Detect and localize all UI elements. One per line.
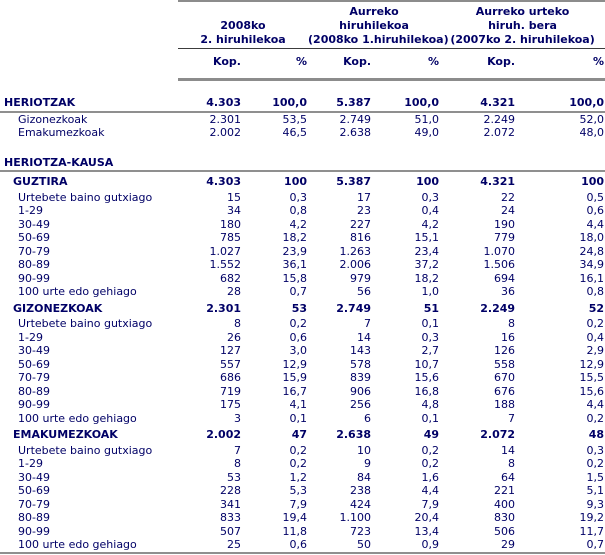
table-cell: 5,1 bbox=[586, 484, 605, 497]
table-row bbox=[0, 126, 605, 140]
table-row bbox=[0, 218, 605, 232]
table-cell: 723 bbox=[350, 524, 372, 538]
table-cell: 34,9 bbox=[579, 258, 605, 271]
column-group-label-line: Aurreko bbox=[349, 5, 399, 18]
table-cell: 0,3 bbox=[586, 443, 605, 457]
subheader-pct-1: % bbox=[242, 49, 308, 80]
table-row bbox=[0, 299, 605, 318]
column-group-label-line: hiruh. bera bbox=[488, 19, 557, 32]
table-cell: 26 bbox=[227, 330, 241, 344]
spacer-row bbox=[0, 140, 605, 154]
row-label: HERIOTZAK bbox=[0, 94, 178, 112]
table-cell: 5,3 bbox=[289, 484, 308, 497]
table-cell: 46,5 bbox=[282, 126, 308, 139]
table-cell: 28 bbox=[227, 285, 241, 298]
column-group-previous-year bbox=[440, 1, 605, 49]
row-label: 1-29 bbox=[18, 457, 43, 470]
table-cell: 127 bbox=[220, 344, 241, 357]
table-row bbox=[0, 385, 605, 399]
table-cell: 53,5 bbox=[282, 112, 308, 126]
table-cell: 227 bbox=[350, 217, 372, 231]
row-label: 70-79 bbox=[18, 371, 50, 384]
table-cell: 0,8 bbox=[289, 204, 308, 217]
table-row bbox=[0, 112, 605, 127]
table-cell: 14 bbox=[501, 443, 516, 457]
table-cell: 48 bbox=[588, 428, 605, 441]
row-label: Gizonezkoak bbox=[18, 112, 88, 126]
table-cell: 8 bbox=[508, 457, 516, 470]
table-cell: 1,6 bbox=[421, 470, 440, 484]
table-cell: 36 bbox=[501, 285, 516, 298]
table-cell: 2.301 bbox=[206, 301, 241, 315]
row-label: 80-89 bbox=[18, 511, 50, 524]
table-cell: 143 bbox=[350, 344, 372, 357]
table-cell: 4,4 bbox=[421, 484, 440, 497]
row-label: 70-79 bbox=[18, 497, 50, 511]
corner-cell bbox=[0, 49, 178, 80]
subheader-pct-3: % bbox=[516, 49, 605, 80]
table-cell: 4.321 bbox=[480, 175, 516, 188]
table-cell bbox=[440, 154, 516, 172]
table-cell: 0,2 bbox=[586, 317, 605, 330]
table-cell: 228 bbox=[220, 484, 241, 497]
row-label: 1-29 bbox=[18, 204, 43, 217]
table-row bbox=[0, 258, 605, 272]
table-cell: 0,1 bbox=[421, 317, 440, 330]
row-label: 90-99 bbox=[18, 398, 50, 411]
table-cell: 16,7 bbox=[282, 384, 308, 398]
table-cell: 0,3 bbox=[421, 190, 440, 204]
table-cell: 49,0 bbox=[414, 126, 440, 139]
table-header bbox=[0, 1, 605, 79]
table-cell: 0,2 bbox=[586, 457, 605, 470]
table-cell: 49 bbox=[423, 428, 440, 441]
table-row bbox=[0, 371, 605, 385]
table-cell: 6 bbox=[364, 411, 372, 425]
table-cell: 719 bbox=[220, 384, 241, 398]
table-cell: 2.638 bbox=[336, 428, 372, 441]
table-cell: 3,0 bbox=[289, 344, 308, 357]
row-label: Urtebete baino gutxiago bbox=[18, 190, 153, 204]
table-cell: 4.321 bbox=[440, 94, 516, 112]
table-cell: 1.263 bbox=[339, 244, 372, 258]
row-label: GUZTIRA bbox=[13, 175, 68, 188]
table-cell: 16,1 bbox=[579, 271, 605, 285]
table-cell: 10 bbox=[357, 443, 372, 457]
table-cell: 48,0 bbox=[579, 126, 605, 139]
table-cell: 4.303 bbox=[206, 175, 241, 188]
table-row bbox=[0, 412, 605, 426]
table-cell: 4,8 bbox=[421, 398, 440, 411]
table-cell: 13,4 bbox=[414, 524, 440, 538]
table-cell: 22 bbox=[501, 190, 516, 204]
table-cell: 256 bbox=[350, 398, 372, 411]
column-group-2008-q2 bbox=[178, 1, 308, 49]
table-cell: 7 bbox=[234, 443, 241, 457]
table-cell: 0,5 bbox=[586, 190, 605, 204]
table-cell: 100 bbox=[416, 175, 440, 188]
table-cell: 18,0 bbox=[579, 231, 605, 244]
table-cell: 1,2 bbox=[289, 470, 308, 484]
table-cell: 2.002 bbox=[206, 428, 241, 441]
table-cell: 10,7 bbox=[414, 357, 440, 371]
table-cell: 53 bbox=[291, 301, 308, 315]
table-cell: 676 bbox=[494, 384, 516, 398]
table-cell: 188 bbox=[494, 398, 516, 411]
table-cell: 5.387 bbox=[308, 94, 372, 112]
subheader-kop-3: Kop. bbox=[440, 49, 516, 80]
table-cell: 24 bbox=[501, 204, 516, 217]
table-row bbox=[0, 457, 605, 471]
table-cell: 0,1 bbox=[421, 411, 440, 425]
table-cell: 7,9 bbox=[421, 497, 440, 511]
row-label: Urtebete baino gutxiago bbox=[18, 443, 153, 457]
table-row bbox=[0, 245, 605, 259]
table-cell: 578 bbox=[350, 357, 372, 371]
table-row bbox=[0, 398, 605, 412]
row-label: HERIOTZA-KAUSA bbox=[0, 154, 178, 172]
table-row bbox=[0, 425, 605, 444]
table-cell: 2.072 bbox=[483, 126, 516, 139]
table-cell: 779 bbox=[494, 231, 516, 244]
table-cell: 20,4 bbox=[414, 511, 440, 524]
table-cell bbox=[516, 154, 605, 172]
table-cell: 506 bbox=[494, 524, 516, 538]
row-label: 30-49 bbox=[18, 470, 50, 484]
table-row bbox=[0, 317, 605, 331]
table-cell: 11,8 bbox=[282, 524, 308, 538]
table-cell: 1.506 bbox=[483, 258, 516, 271]
table-cell: 0,6 bbox=[586, 204, 605, 217]
row-label: GIZONEZKOAK bbox=[13, 301, 103, 315]
table-cell: 14 bbox=[357, 330, 372, 344]
table-cell: 100,0 bbox=[242, 94, 308, 112]
table-cell: 7 bbox=[508, 411, 516, 425]
table-cell: 0,3 bbox=[289, 190, 308, 204]
table-cell: 2.006 bbox=[339, 258, 372, 271]
table-cell: 2.249 bbox=[483, 112, 516, 126]
table-cell: 2.002 bbox=[209, 126, 241, 139]
table-row bbox=[0, 331, 605, 345]
table-cell: 4.303 bbox=[178, 94, 242, 112]
table-cell: 0,4 bbox=[586, 330, 605, 344]
table-cell: 100,0 bbox=[372, 94, 440, 112]
table-cell: 19,2 bbox=[579, 511, 605, 524]
row-label: 100 urte edo gehiago bbox=[0, 538, 178, 553]
table-row bbox=[0, 191, 605, 205]
table-cell: 24,8 bbox=[579, 244, 605, 258]
subheader-pct-2: % bbox=[372, 49, 440, 80]
row-label: 1-29 bbox=[18, 330, 43, 344]
table-cell: 0,6 bbox=[289, 330, 308, 344]
spacer-cell bbox=[0, 79, 605, 94]
row-label: 50-69 bbox=[18, 357, 50, 371]
table-cell: 8 bbox=[234, 457, 241, 470]
table-cell: 1,5 bbox=[586, 470, 605, 484]
column-group-label-line: (2007ko 2. hiruhilekoa) bbox=[450, 33, 595, 46]
table-cell: 47 bbox=[291, 428, 308, 441]
table-cell: 4,2 bbox=[289, 217, 308, 231]
table-cell: 84 bbox=[357, 470, 372, 484]
table-cell: 2,7 bbox=[421, 344, 440, 357]
row-label: 50-69 bbox=[18, 484, 50, 497]
table-cell: 12,9 bbox=[282, 357, 308, 371]
table-row bbox=[0, 358, 605, 372]
table-cell: 1.070 bbox=[483, 244, 516, 258]
table-cell: 2,9 bbox=[586, 344, 605, 357]
table-cell: 175 bbox=[220, 398, 241, 411]
table-cell: 0,2 bbox=[421, 443, 440, 457]
table-cell: 7,9 bbox=[289, 497, 308, 511]
table-cell: 16 bbox=[501, 330, 516, 344]
column-group-previous-quarter bbox=[308, 1, 449, 49]
header-group-row bbox=[0, 1, 605, 49]
table-cell: 4,4 bbox=[586, 398, 605, 411]
table-cell: 126 bbox=[494, 344, 516, 357]
table-row bbox=[0, 444, 605, 458]
table-cell: 1.552 bbox=[209, 258, 241, 271]
table-cell: 56 bbox=[357, 285, 372, 298]
spacer-row bbox=[0, 79, 605, 94]
table-row bbox=[0, 471, 605, 485]
table-cell: 0,2 bbox=[421, 457, 440, 470]
row-label: 100 urte edo gehiago bbox=[18, 411, 137, 425]
table-cell: 2.301 bbox=[209, 112, 241, 126]
table-row bbox=[0, 484, 605, 498]
table-cell: 0,1 bbox=[289, 411, 308, 425]
row-label: Emakumezkoak bbox=[18, 126, 105, 139]
table-cell: 5.387 bbox=[336, 175, 372, 188]
table-row bbox=[0, 538, 605, 553]
table-cell: 64 bbox=[501, 470, 516, 484]
column-group-label-line: (2008ko 1.hiruhilekoa) bbox=[308, 33, 449, 46]
table-cell: 0,2 bbox=[289, 317, 308, 330]
row-label: 80-89 bbox=[18, 258, 50, 271]
table-cell: 558 bbox=[494, 357, 516, 371]
table-cell: 4,2 bbox=[421, 217, 440, 231]
table-cell: 52 bbox=[588, 301, 605, 315]
table-cell: 341 bbox=[220, 497, 241, 511]
subheader-kop-1: Kop. bbox=[178, 49, 242, 80]
row-label: 70-79 bbox=[18, 244, 50, 258]
row-label: 50-69 bbox=[18, 231, 50, 244]
row-label: 90-99 bbox=[18, 271, 50, 285]
table-cell bbox=[178, 154, 242, 172]
table-cell bbox=[372, 154, 440, 172]
table-cell: 9 bbox=[364, 457, 372, 470]
table-row bbox=[0, 272, 605, 286]
table-row bbox=[0, 204, 605, 218]
table-cell: 180 bbox=[220, 217, 241, 231]
table-cell bbox=[242, 154, 308, 172]
table-cell: 507 bbox=[220, 524, 241, 538]
table-cell: 785 bbox=[220, 231, 241, 244]
table-cell: 906 bbox=[350, 384, 372, 398]
spacer-cell bbox=[0, 140, 605, 154]
table-cell bbox=[308, 154, 372, 172]
table-row bbox=[0, 231, 605, 245]
table-cell: 9,3 bbox=[586, 497, 605, 511]
column-group-label-line: Aurreko urteko bbox=[475, 5, 570, 18]
table-cell: 52,0 bbox=[579, 112, 605, 126]
table-cell: 221 bbox=[494, 484, 516, 497]
table-cell: 50 bbox=[308, 538, 372, 553]
table-cell: 36,1 bbox=[282, 258, 308, 271]
table-cell: 0,9 bbox=[372, 538, 440, 553]
row-label: 90-99 bbox=[18, 524, 50, 538]
table-cell: 100,0 bbox=[516, 94, 605, 112]
row-label: 80-89 bbox=[18, 384, 50, 398]
table-row bbox=[0, 498, 605, 512]
table-cell: 2.638 bbox=[339, 126, 372, 139]
table-cell: 0,6 bbox=[242, 538, 308, 553]
table-cell: 1,0 bbox=[421, 285, 440, 298]
table-cell: 2.249 bbox=[480, 301, 516, 315]
table-cell: 830 bbox=[494, 511, 516, 524]
table-cell: 100 bbox=[581, 175, 605, 188]
table-cell: 694 bbox=[494, 271, 516, 285]
table-cell: 15,9 bbox=[282, 371, 308, 384]
table-cell: 979 bbox=[350, 271, 372, 285]
table-cell: 12,9 bbox=[579, 357, 605, 371]
table-cell: 2.749 bbox=[339, 112, 372, 126]
table-cell: 8 bbox=[508, 317, 516, 330]
table-cell: 816 bbox=[350, 231, 372, 244]
table-cell: 15,1 bbox=[414, 231, 440, 244]
table-cell: 686 bbox=[220, 371, 241, 384]
table-cell: 19,4 bbox=[282, 511, 308, 524]
table-cell: 100 bbox=[284, 175, 308, 188]
table-cell: 833 bbox=[220, 511, 241, 524]
header-subcolumn-row bbox=[0, 49, 605, 80]
table-cell: 23,9 bbox=[282, 244, 308, 258]
table-cell: 557 bbox=[220, 357, 241, 371]
table-cell: 424 bbox=[350, 497, 372, 511]
table-row bbox=[0, 154, 605, 172]
table-cell: 4,1 bbox=[289, 398, 308, 411]
table-cell: 0,2 bbox=[289, 457, 308, 470]
table-cell: 15,6 bbox=[579, 384, 605, 398]
table-cell: 2.072 bbox=[480, 428, 516, 441]
table-cell: 0,8 bbox=[586, 285, 605, 298]
subheader-kop-2: Kop. bbox=[308, 49, 372, 80]
table-cell: 190 bbox=[494, 217, 516, 231]
table-cell: 11,7 bbox=[579, 524, 605, 538]
table-cell: 23 bbox=[357, 204, 372, 217]
table-cell: 16,8 bbox=[414, 384, 440, 398]
row-label: 30-49 bbox=[18, 217, 50, 231]
table-cell: 0,4 bbox=[421, 204, 440, 217]
table-cell: 15,5 bbox=[579, 371, 605, 384]
table-body bbox=[0, 79, 605, 553]
table-row bbox=[0, 525, 605, 539]
table-cell: 51,0 bbox=[414, 112, 440, 126]
table-cell: 23,4 bbox=[414, 244, 440, 258]
table-cell: 4,4 bbox=[586, 217, 605, 231]
table-cell: 0,3 bbox=[421, 330, 440, 344]
table-cell: 670 bbox=[494, 371, 516, 384]
row-label: EMAKUMEZKOAK bbox=[13, 428, 118, 441]
table-cell: 25 bbox=[178, 538, 242, 553]
table-row bbox=[0, 511, 605, 525]
table-cell: 1.100 bbox=[339, 511, 372, 524]
table-cell: 238 bbox=[350, 484, 372, 497]
table-row bbox=[0, 94, 605, 112]
table-cell: 17 bbox=[357, 190, 372, 204]
table-cell: 3 bbox=[234, 411, 241, 425]
table-cell: 15 bbox=[227, 190, 241, 204]
corner-cell bbox=[0, 1, 178, 49]
table-cell: 1.027 bbox=[209, 244, 241, 258]
table-cell: 2.749 bbox=[336, 301, 372, 315]
table-cell: 29 bbox=[440, 538, 516, 553]
table-cell: 7 bbox=[364, 317, 372, 330]
table-cell: 839 bbox=[350, 371, 372, 384]
table-cell: 15,8 bbox=[282, 271, 308, 285]
column-group-label-line: hiruhilekoa bbox=[339, 19, 409, 32]
column-group-label-line: 2. hiruhilekoa bbox=[200, 33, 286, 46]
table-cell: 682 bbox=[220, 271, 241, 285]
table-row bbox=[0, 285, 605, 299]
table-cell: 0,7 bbox=[516, 538, 605, 553]
table-cell: 0,7 bbox=[289, 285, 308, 298]
table-cell: 400 bbox=[494, 497, 516, 511]
table-cell: 34 bbox=[227, 204, 241, 217]
table-cell: 18,2 bbox=[282, 231, 308, 244]
table-cell: 51 bbox=[423, 301, 440, 315]
row-label: Urtebete baino gutxiago bbox=[18, 317, 153, 330]
table-cell: 53 bbox=[227, 470, 241, 484]
table-cell: 0,2 bbox=[289, 443, 308, 457]
table-cell: 18,2 bbox=[414, 271, 440, 285]
table-cell: 8 bbox=[234, 317, 241, 330]
row-label: 30-49 bbox=[18, 344, 50, 357]
column-group-label-line: 2008ko bbox=[220, 19, 266, 32]
table-cell: 37,2 bbox=[414, 258, 440, 271]
table-cell: 0,2 bbox=[586, 411, 605, 425]
row-label: 100 urte edo gehiago bbox=[18, 285, 137, 298]
table-row bbox=[0, 344, 605, 358]
table-row bbox=[0, 171, 605, 191]
table-cell: 15,6 bbox=[414, 371, 440, 384]
